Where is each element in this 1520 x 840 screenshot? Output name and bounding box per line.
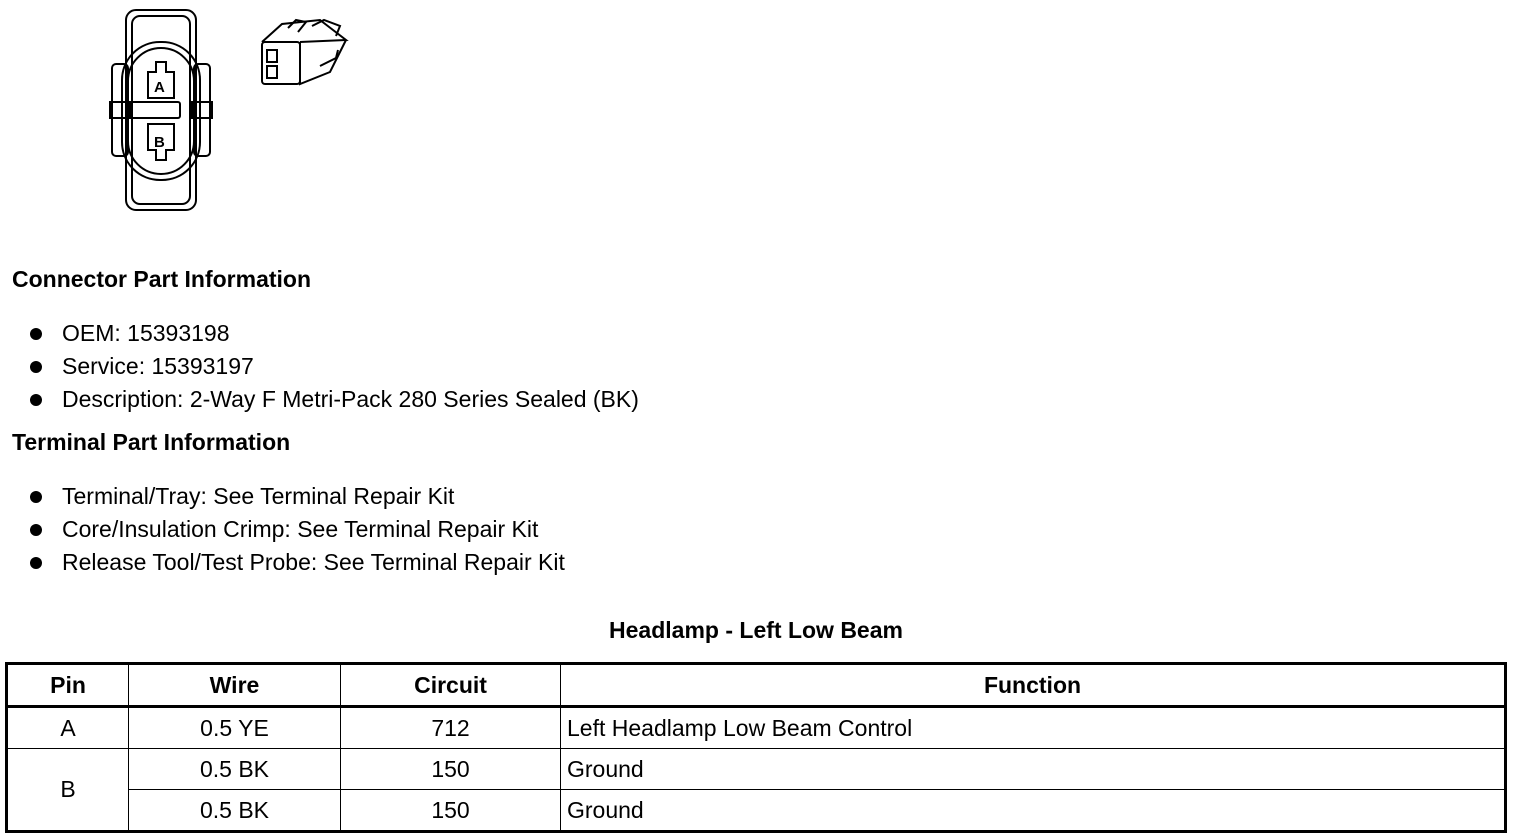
- oem-part-number: OEM: 15393198: [62, 320, 230, 346]
- cavity-label-a: A: [154, 79, 165, 96]
- wire-cell: 0.5 BK: [129, 790, 341, 832]
- table-row: [7, 749, 1506, 790]
- list-item: [0, 317, 639, 350]
- pin-cell: B: [7, 749, 129, 832]
- column-header-wire: Wire: [129, 664, 341, 707]
- release-tool-info: Release Tool/Test Probe: See Terminal Repair Kit: [62, 549, 565, 575]
- pin-table-caption: Headlamp - Left Low Beam: [609, 617, 903, 643]
- table-header-row: [7, 664, 1506, 707]
- connector-description: Description: 2-Way F Metri-Pack 280 Series Sealed (BK): [62, 386, 639, 412]
- circuit-cell: 712: [341, 707, 561, 749]
- function-cell: Left Headlamp Low Beam Control: [561, 707, 1506, 749]
- crimp-info: Core/Insulation Crimp: See Terminal Repair Kit: [62, 516, 539, 542]
- cavity-label-b: B: [154, 134, 165, 151]
- bullet-icon: [30, 361, 42, 373]
- table-row: [7, 707, 1506, 749]
- connector-part-list: [0, 317, 639, 416]
- bullet-icon: [30, 557, 42, 569]
- column-header-pin: Pin: [7, 664, 129, 707]
- table-row: [7, 790, 1506, 832]
- circuit-cell: 150: [341, 790, 561, 832]
- terminal-tray-info: Terminal/Tray: See Terminal Repair Kit: [62, 483, 455, 509]
- connector-face-drawing: [100, 6, 370, 216]
- function-cell: Ground: [561, 790, 1506, 832]
- wire-cell: 0.5 BK: [129, 749, 341, 790]
- list-item: [0, 383, 639, 416]
- terminal-part-list: [0, 480, 565, 579]
- circuit-cell: 150: [341, 749, 561, 790]
- service-part-number: Service: 15393197: [62, 353, 254, 379]
- bullet-icon: [30, 328, 42, 340]
- list-item: [0, 513, 565, 546]
- bullet-icon: [30, 491, 42, 503]
- terminal-part-heading: Terminal Part Information: [12, 429, 291, 455]
- list-item: [0, 480, 565, 513]
- column-header-circuit: Circuit: [341, 664, 561, 707]
- connector-3d-view: [262, 20, 346, 84]
- connector-illustration: [100, 6, 370, 216]
- list-item: [0, 546, 565, 579]
- column-header-function: Function: [561, 664, 1506, 707]
- function-cell: Ground: [561, 749, 1506, 790]
- pin-table: [5, 662, 1507, 833]
- connector-part-heading: Connector Part Information: [12, 266, 312, 292]
- wire-cell: 0.5 YE: [129, 707, 341, 749]
- list-item: [0, 350, 639, 383]
- bullet-icon: [30, 394, 42, 406]
- pin-cell: A: [7, 707, 129, 749]
- bullet-icon: [30, 524, 42, 536]
